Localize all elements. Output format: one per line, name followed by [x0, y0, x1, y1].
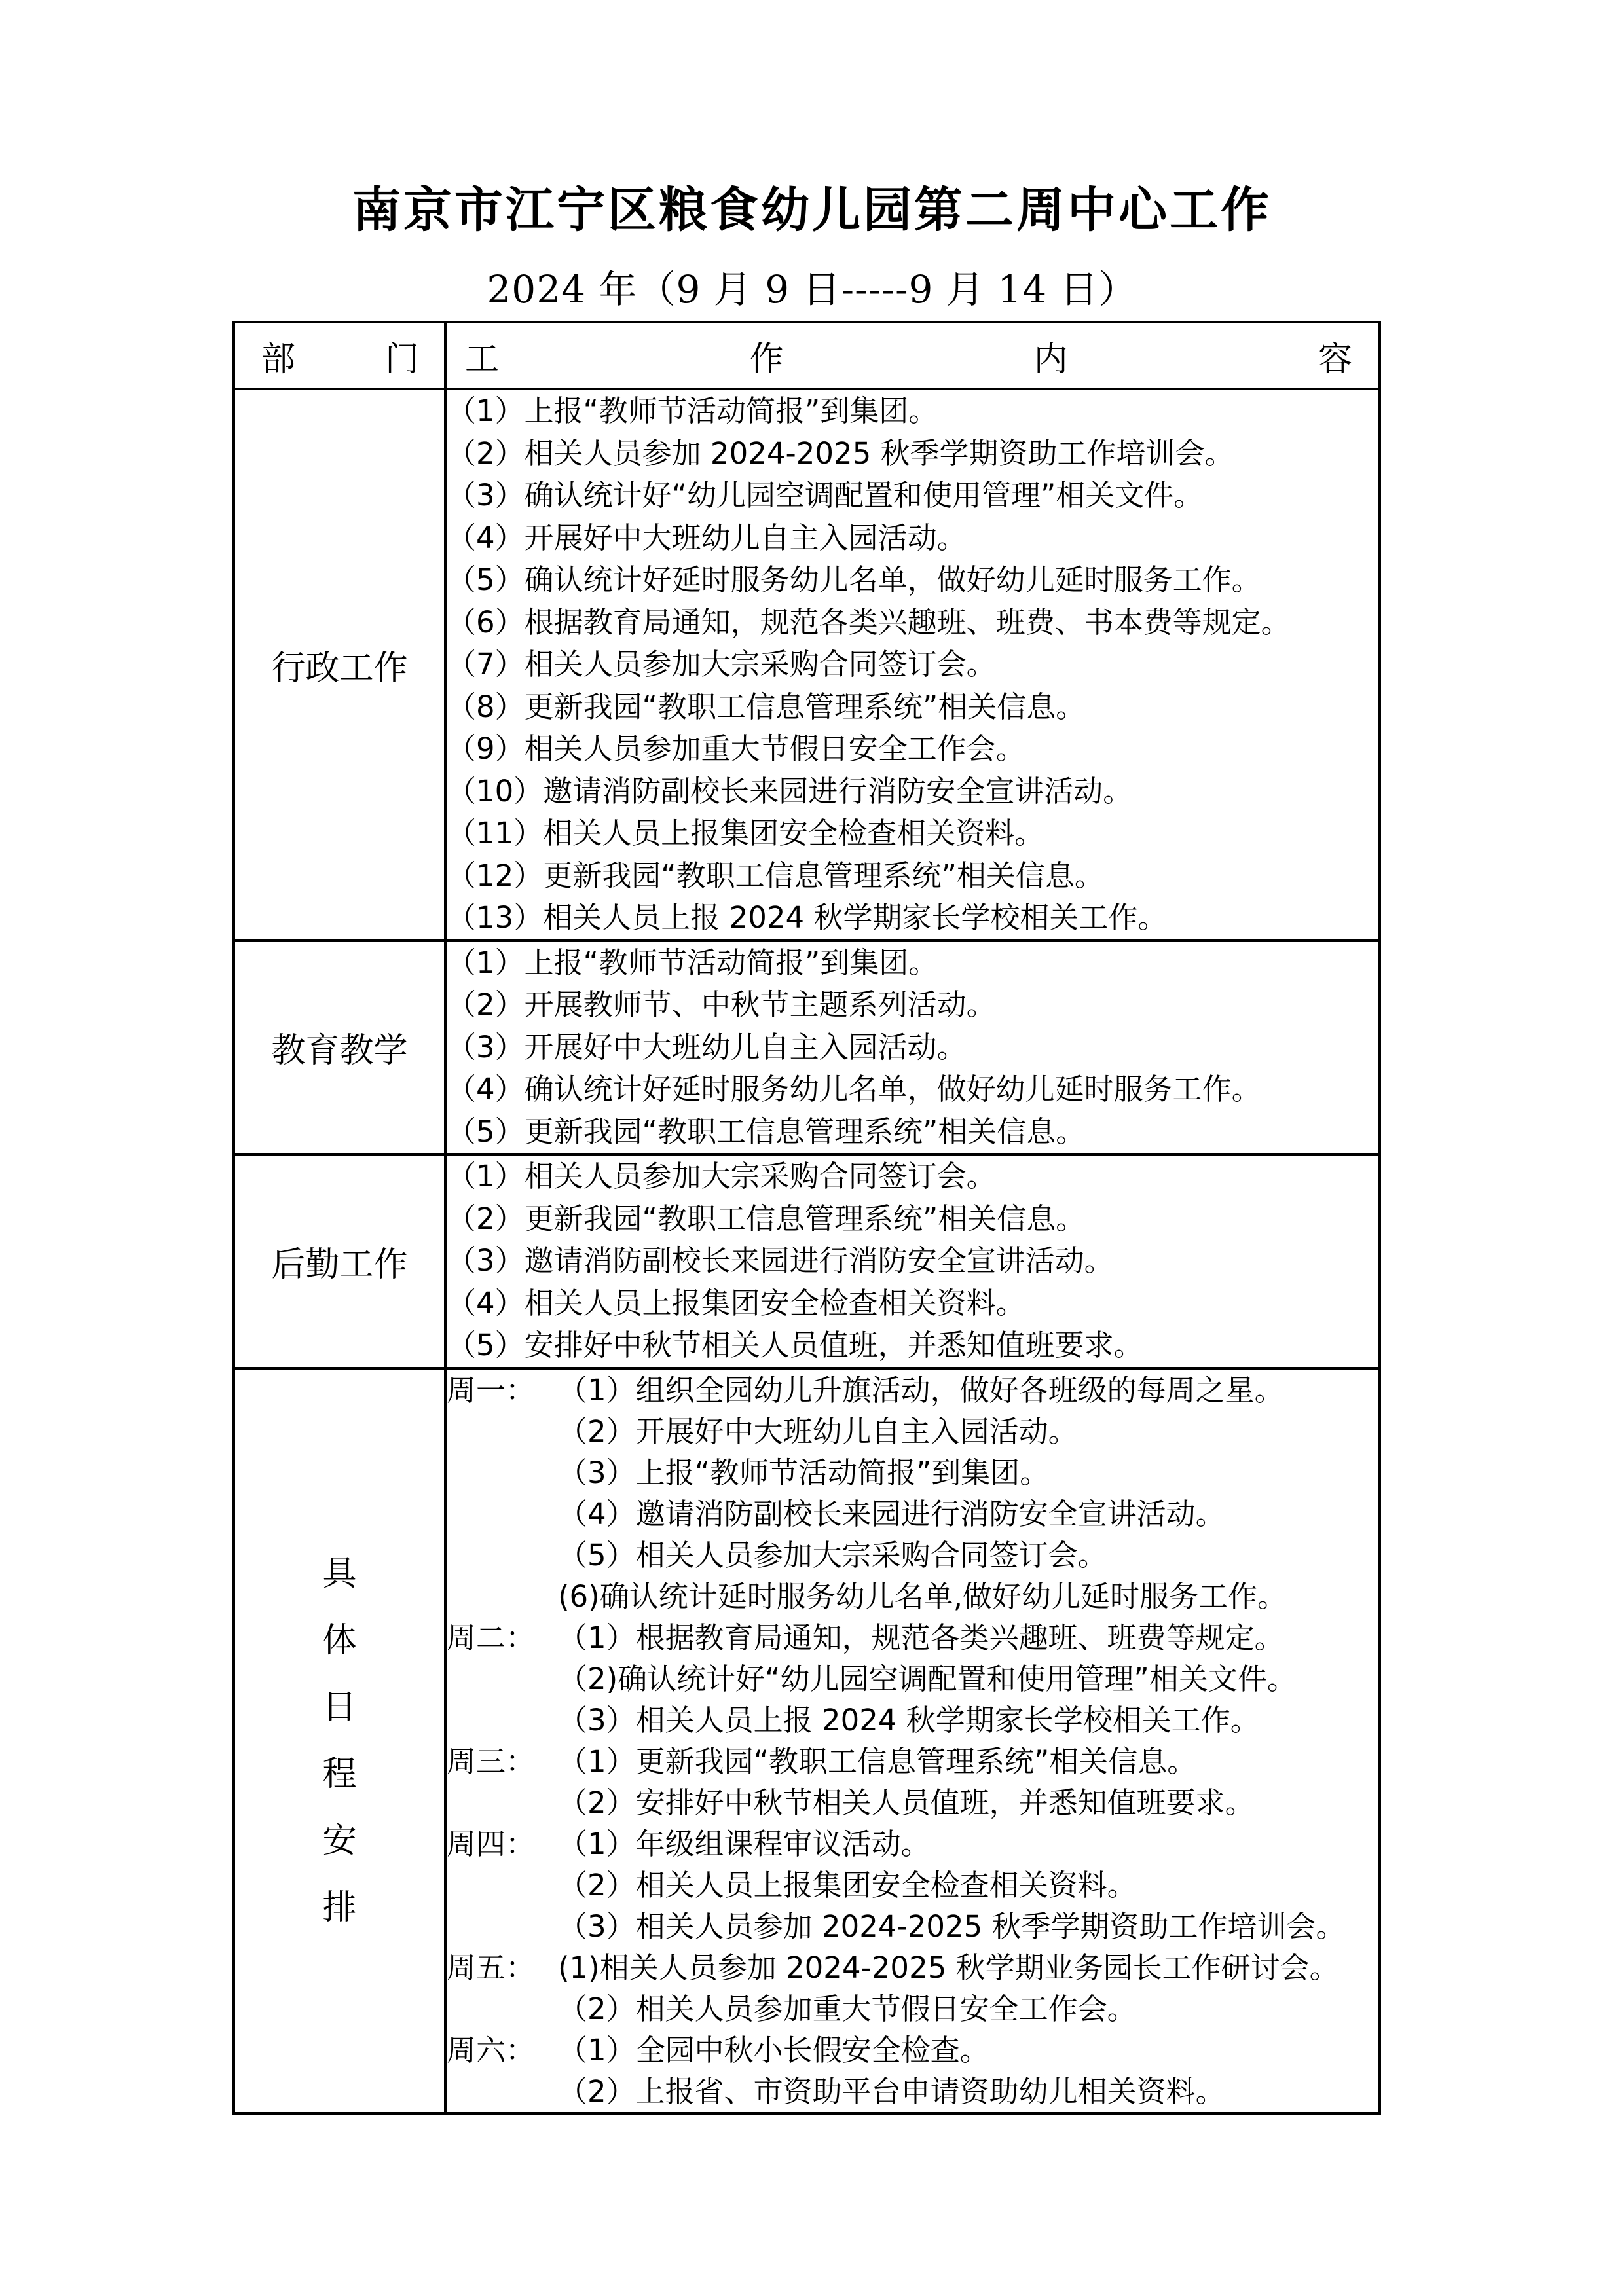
- section-row-admin: [234, 389, 1380, 941]
- schedule-day: [447, 1576, 558, 1617]
- dept-label: 行政工作: [234, 389, 445, 941]
- schedule-text: （1）根据教育局通知，规范各类兴趣班、班费等规定。: [558, 1620, 1284, 1655]
- schedule-text: (1)相关人员参加 2024-2025 秋学期业务园长工作研讨会。: [558, 1950, 1339, 1985]
- schedule-day: [447, 1411, 558, 1452]
- schedule-dept-label: [234, 1368, 445, 2113]
- task-item: （1）上报“教师节活动简报”到集团。: [447, 945, 938, 980]
- task-item: （2）更新我园“教职工信息管理系统”相关信息。: [447, 1201, 1086, 1236]
- schedule-row: [447, 1493, 1378, 1535]
- schedule-text: （3）相关人员参加 2024-2025 秋季学期资助工作培训会。: [558, 1908, 1346, 1944]
- header-dept-cell: [234, 322, 445, 389]
- schedule-dept-char: 安: [322, 1821, 357, 1861]
- date-range: 2024 年（9 月 9 日-----9 月 14 日）: [487, 267, 1137, 312]
- schedule-row: [447, 1988, 1378, 2030]
- task-item: （6）根据教育局通知，规范各类兴趣班、班费、书本费等规定。: [447, 604, 1291, 640]
- task-item: （3）邀请消防副校长来园进行消防安全宣讲活动。: [447, 1243, 1114, 1278]
- schedule-day: [447, 1493, 558, 1535]
- schedule-text: （4）邀请消防副校长来园进行消防安全宣讲活动。: [558, 1496, 1225, 1531]
- schedule-row: [447, 2030, 1378, 2071]
- schedule-row: [447, 1823, 1378, 1865]
- schedule-text: （2）上报省、市资助平台申请资助幼儿相关资料。: [558, 2073, 1225, 2109]
- task-item: （4）确认统计好延时服务幼儿名单，做好幼儿延时服务工作。: [447, 1072, 1261, 1106]
- header-dept-char: 部: [261, 339, 296, 379]
- schedule-row: [447, 1741, 1378, 1782]
- schedule-day: [447, 1906, 558, 1947]
- schedule-row: [447, 1617, 1378, 1658]
- task-item: （9）相关人员参加重大节假日安全工作会。: [447, 731, 1025, 766]
- schedule-day: [447, 1700, 558, 1741]
- schedule-row: [447, 1947, 1378, 1988]
- dept-label: 后勤工作: [234, 1154, 445, 1368]
- task-item: （7）相关人员参加大宗采购合同签订会。: [447, 647, 996, 682]
- header-dept-char: 门: [384, 339, 419, 379]
- header-content-char: 作: [749, 339, 784, 379]
- header-content-char: 内: [1033, 339, 1068, 379]
- schedule-row: [447, 1865, 1378, 1906]
- task-item: （3）开展好中大班幼儿自主入园活动。: [447, 1029, 967, 1065]
- task-item: （2）相关人员参加 2024-2025 秋季学期资助工作培训会。: [447, 435, 1234, 471]
- schedule-text: （1）年级组课程审议活动。: [558, 1826, 931, 1861]
- schedule-text: （1）更新我园“教职工信息管理系统”相关信息。: [558, 1743, 1197, 1779]
- schedule-day: 周五：: [447, 1950, 536, 1985]
- schedule-day: [447, 2071, 558, 2112]
- schedule-day: [447, 1782, 558, 1823]
- schedule-day: 周三：: [447, 1743, 536, 1779]
- task-item: （5）更新我园“教职工信息管理系统”相关信息。: [447, 1114, 1086, 1149]
- task-item: （13）相关人员上报 2024 秋学期家长学校相关工作。: [447, 900, 1168, 935]
- task-item: （4）相关人员上报集团安全检查相关资料。: [447, 1285, 1025, 1321]
- work-table: [232, 321, 1381, 2115]
- dept-label: 教育教学: [234, 941, 445, 1155]
- schedule-day: [447, 1535, 558, 1576]
- schedule-row: [447, 2071, 1378, 2112]
- schedule-dept-char: 排: [322, 1887, 357, 1927]
- schedule-text: （2)确认统计好“幼儿园空调配置和使用管理”相关文件。: [558, 1661, 1297, 1696]
- schedule-row: [447, 1700, 1378, 1741]
- schedule-text: （2）开展好中大班幼儿自主入园活动。: [558, 1413, 1078, 1449]
- schedule-day: 周二：: [447, 1620, 536, 1655]
- schedule-row: [447, 1576, 1378, 1617]
- task-item: （2）开展教师节、中秋节主题系列活动。: [447, 987, 996, 1022]
- header-content-char: 工: [465, 339, 500, 379]
- section-row-schedule: [234, 1368, 1380, 2113]
- schedule-day: [447, 1988, 558, 2030]
- task-item: （3）确认统计好“幼儿园空调配置和使用管理”相关文件。: [447, 478, 1204, 513]
- task-item: （5）确认统计好延时服务幼儿名单，做好幼儿延时服务工作。: [447, 562, 1261, 597]
- schedule-row: [447, 1370, 1378, 1411]
- schedule-day: 周一：: [447, 1372, 536, 1408]
- section-row-logistics: [234, 1154, 1380, 1368]
- schedule-text: （2）相关人员上报集团安全检查相关资料。: [558, 1867, 1137, 1903]
- schedule-text: （5）相关人员参加大宗采购合同签订会。: [558, 1537, 1107, 1573]
- schedule-text: （2）安排好中秋节相关人员值班，并悉知值班要求。: [558, 1785, 1255, 1820]
- schedule-dept-char: 体: [322, 1620, 357, 1660]
- task-item: （5）安排好中秋节相关人员值班，并悉知值班要求。: [447, 1328, 1143, 1362]
- task-list: [445, 389, 1380, 941]
- schedule-row: [447, 1782, 1378, 1823]
- task-item: （11）相关人员上报集团安全检查相关资料。: [447, 816, 1044, 850]
- schedule-text: （1）全园中秋小长假安全检查。: [558, 2032, 989, 2068]
- schedule-dept-char: 程: [322, 1754, 357, 1794]
- schedule-day: [447, 1658, 558, 1700]
- schedule-row: [447, 1658, 1378, 1700]
- task-item: （10）邀请消防副校长来园进行消防安全宣讲活动。: [447, 773, 1133, 809]
- task-list: [445, 941, 1380, 1155]
- schedule-row: [447, 1411, 1378, 1452]
- task-item: （1）相关人员参加大宗采购合同签订会。: [447, 1159, 996, 1194]
- schedule-day: 周六：: [447, 2032, 536, 2068]
- schedule-dept-char: 具: [322, 1554, 357, 1594]
- schedule-dept-char: 日: [322, 1687, 357, 1727]
- task-item: （12）更新我园“教职工信息管理系统”相关信息。: [447, 858, 1104, 893]
- table-header-row: [234, 322, 1380, 389]
- schedule-text: （2）相关人员参加重大节假日安全工作会。: [558, 1991, 1137, 2026]
- task-item: （1）上报“教师节活动简报”到集团。: [447, 393, 938, 428]
- task-list: [445, 1154, 1380, 1368]
- header-content-char: 容: [1318, 339, 1352, 379]
- task-item: （8）更新我园“教职工信息管理系统”相关信息。: [447, 689, 1086, 724]
- schedule-day: 周四：: [447, 1826, 536, 1861]
- schedule-text: （1）组织全园幼儿升旗活动，做好各班级的每周之星。: [558, 1372, 1284, 1408]
- task-item: （4）开展好中大班幼儿自主入园活动。: [447, 520, 967, 555]
- schedule-row: [447, 1452, 1378, 1493]
- section-row-education: [234, 941, 1380, 1155]
- schedule-text: （3）上报“教师节活动简报”到集团。: [558, 1455, 1050, 1490]
- page-title: 南京市江宁区粮食幼儿园第二周中心工作: [352, 182, 1272, 238]
- schedule-row: [447, 1906, 1378, 1947]
- schedule-list: [445, 1368, 1380, 2113]
- schedule-day: [447, 1452, 558, 1493]
- schedule-text: （3）相关人员上报 2024 秋学期家长学校相关工作。: [558, 1702, 1260, 1738]
- schedule-row: [447, 1535, 1378, 1576]
- schedule-text: (6)确认统计延时服务幼儿名单,做好幼儿延时服务工作。: [558, 1578, 1287, 1614]
- header-content-cell: [445, 322, 1380, 389]
- schedule-day: [447, 1865, 558, 1906]
